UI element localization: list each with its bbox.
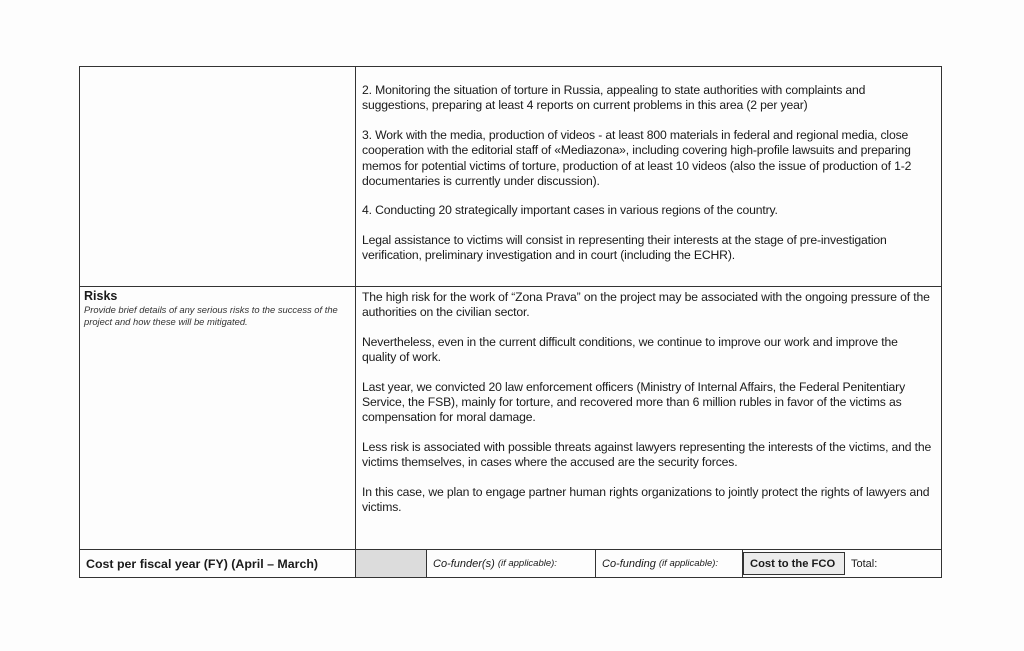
risk-paragraph: In this case, we plan to engage partner human rights organizations to jointly protect the rights of lawyers and victims. [362,484,930,515]
cost-to-fco-cell: Cost to the FCO [743,552,845,575]
risk-paragraph: The high risk for the work of “Zona Prava” on the project may be associated with the ongoing pressure of the authorities on the civilian sector. [362,290,930,320]
proposal-table [79,66,942,578]
risk-paragraph: Less risk is associated with possible threats against lawyers representing the interests of the victims, and the victims themselves, in cases where the accused are the security forces. [362,439,932,470]
objectives-content-cell [356,67,941,286]
risks-label-cell [80,287,356,549]
objective-item: 4. Conducting 20 strategically important cases in various regions of the country. [362,203,778,218]
cost-label: Cost per fiscal year (FY) (April – March) [80,550,356,577]
cofunders-cell [427,550,596,577]
table-row-cost [80,550,941,577]
table-row-objectives [80,67,941,287]
cofunders-label: Co-funder(s) [433,557,495,570]
cost-cells [356,550,941,577]
risk-paragraph: Nevertheless, even in the current difficult conditions, we continue to improve our work and improve the quality of work. [362,334,898,365]
cofunding-suffix: (if applicable): [658,558,719,569]
cofunding-label: Co-funding [602,557,656,570]
risk-paragraph: Last year, we convicted 20 law enforcement officers (Ministry of Internal Affairs, the Federal Penitentiary Service, the FSB), mainly for torture, and recovered more than 6 million rubles in favor of the victims as compensation for moral damage. [362,379,906,425]
legal-assistance-text: Legal assistance to victims will consist in representing their interests at the stage of pre-investigation verification, preliminary investigation and in court (including the ECHR). [362,232,887,263]
shaded-cell [356,550,427,577]
cofunding-cell [596,550,743,577]
objective-item: 2. Monitoring the situation of torture in Russia, appealing to state authorities with complaints and suggestions, preparing at least 4 reports on current problems in this area (2 per year) [362,83,866,113]
risks-title: Risks [84,289,118,303]
total-cell: Total: [851,557,878,570]
objectives-label-cell [80,67,356,286]
objective-item: 3. Work with the media, production of videos - at least 800 materials in federal and regional media, close cooperation with the editorial staff of «Mediazona», including covering high-profile lawsuits and preparing memos for potential victims of torture, production of at least 10 videos (also the issue of production of 1-2 documentaries is currently under discussion). [362,127,912,189]
risks-description: Provide brief details of any serious risks to the success of the project and how these will be mitigated. [84,304,338,327]
table-row-risks [80,287,941,550]
cofunders-suffix: (if applicable): [497,558,557,569]
risks-content-cell [356,287,941,549]
